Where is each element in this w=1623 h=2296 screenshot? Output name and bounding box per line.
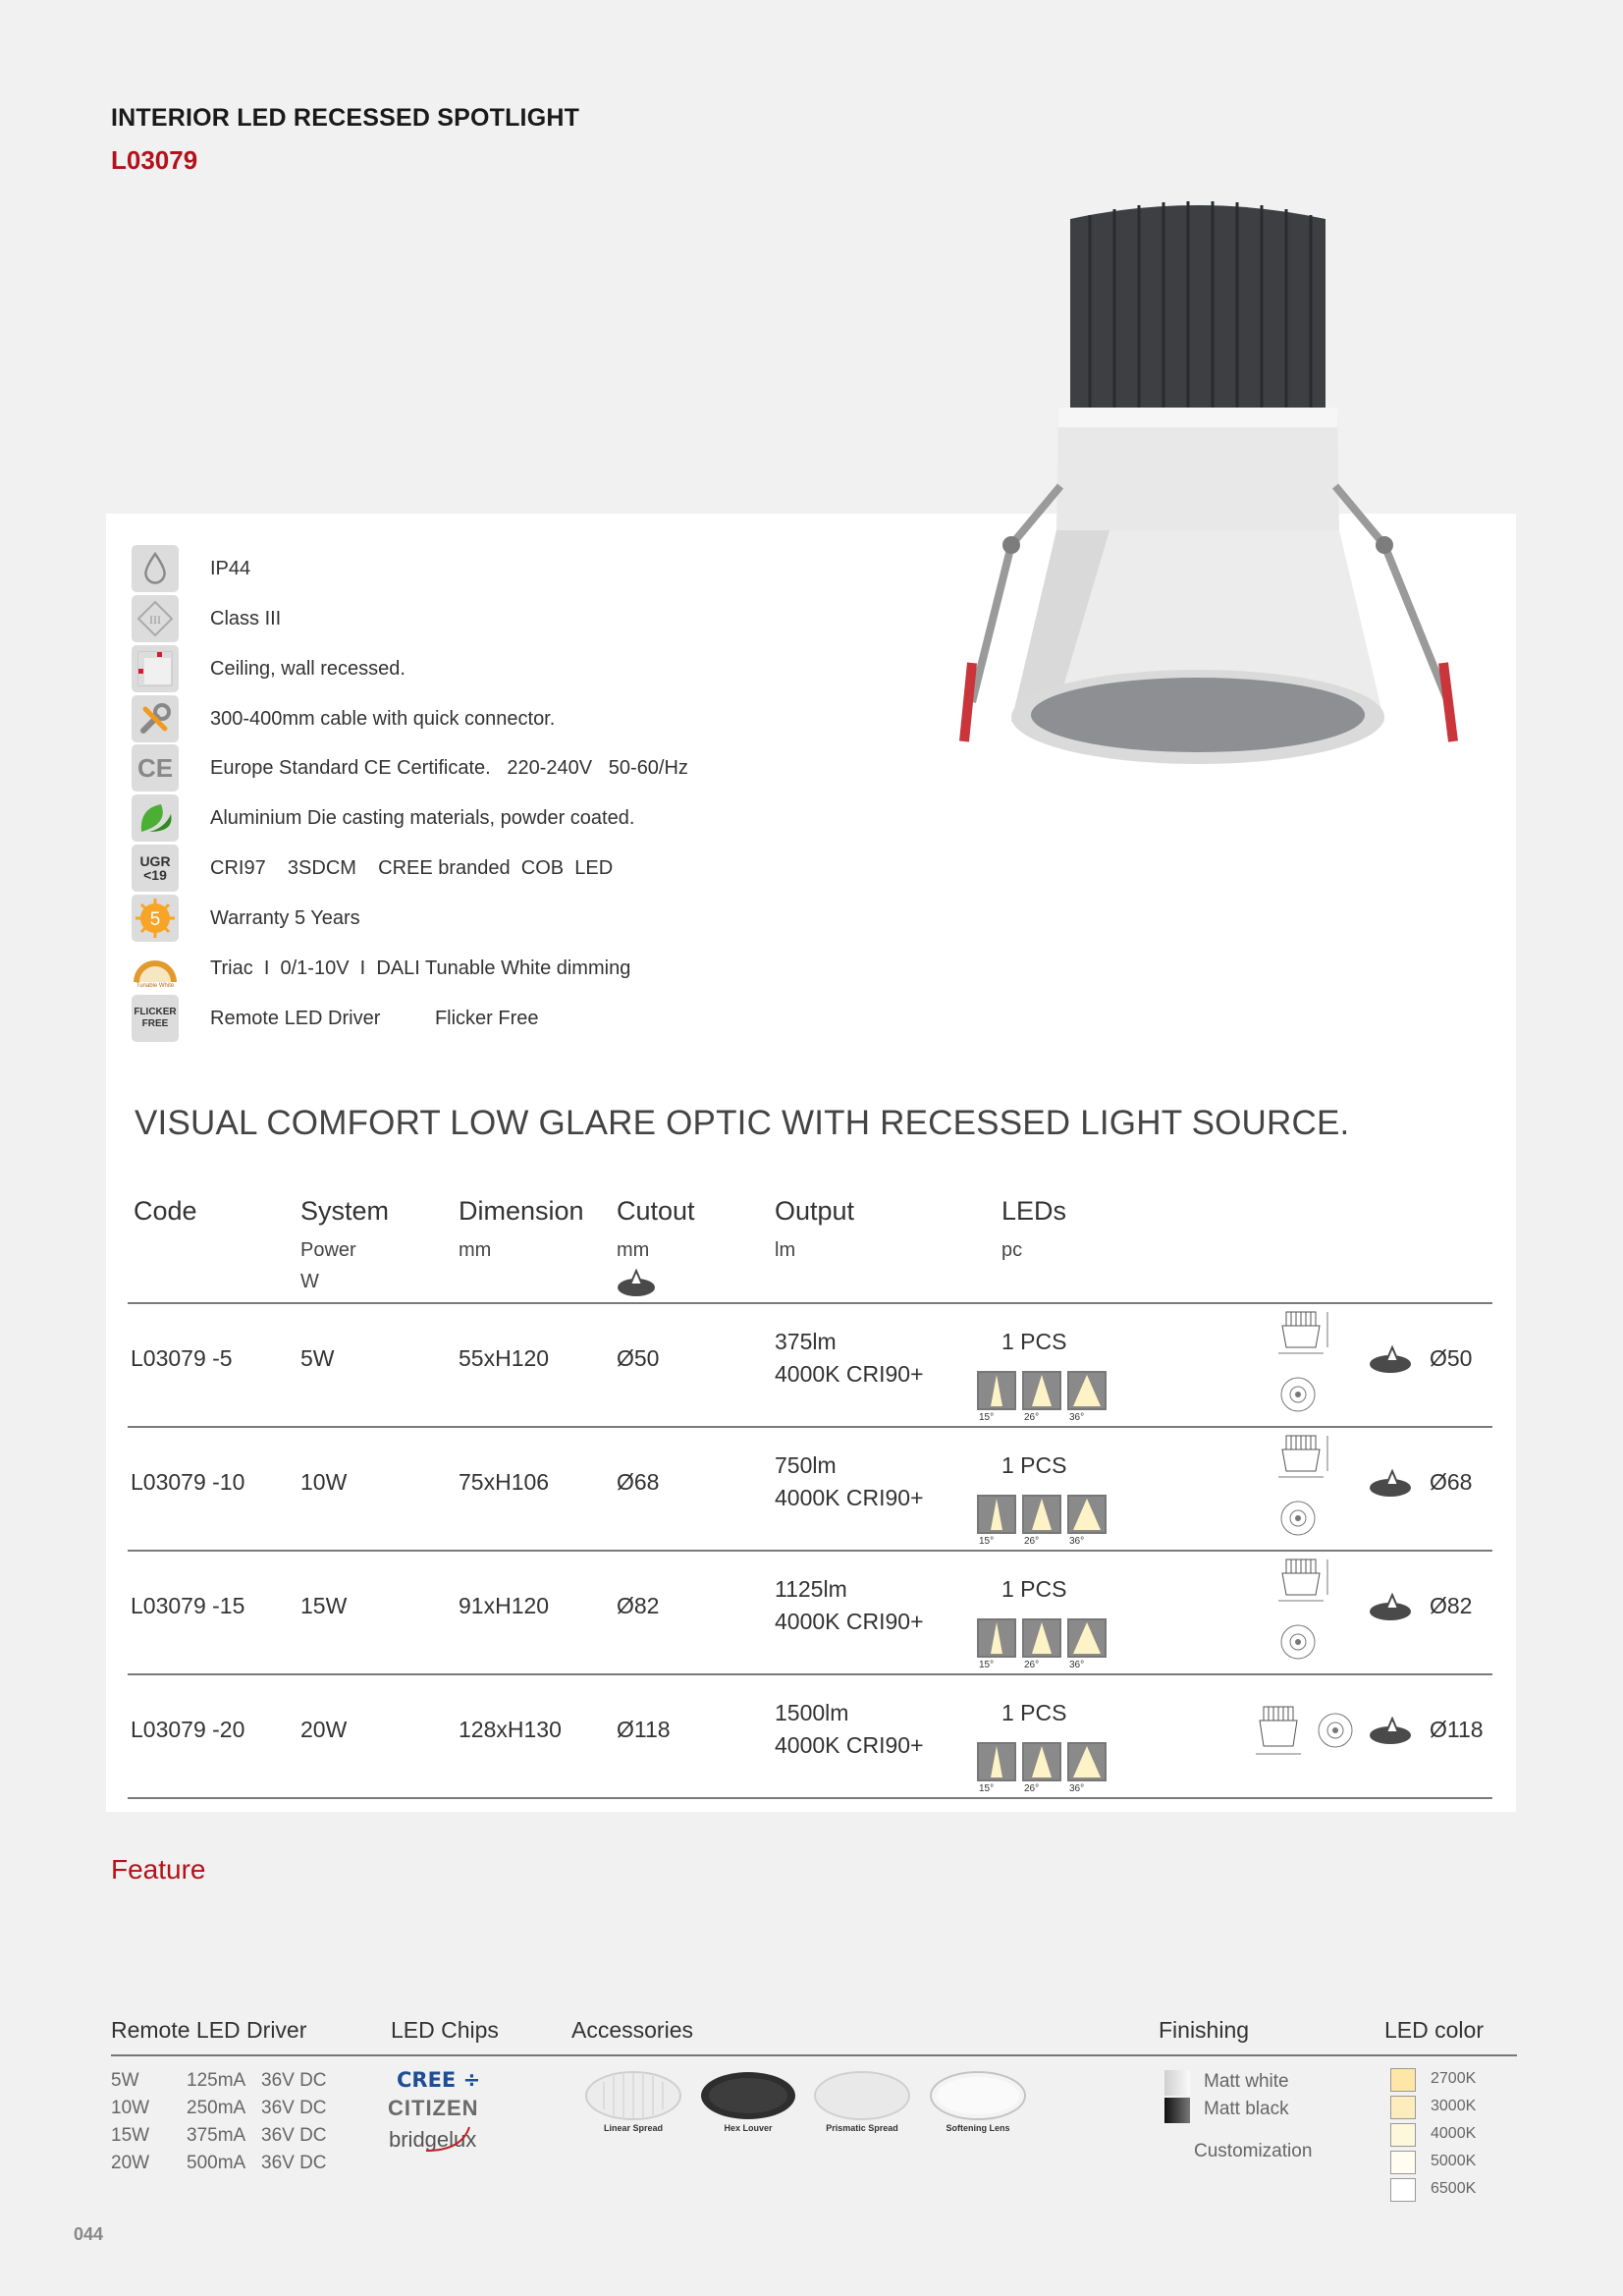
- feature-text: Europe Standard CE Certificate. 220-240V 50-60/Hz: [210, 756, 688, 779]
- led-color-swatch: [1390, 2096, 1416, 2119]
- feature-text: IP44: [210, 557, 251, 579]
- led-color-label: 2700K: [1431, 2070, 1477, 2087]
- beam-angle-label: 36°: [1069, 1412, 1085, 1423]
- page-number: 044: [74, 2224, 104, 2244]
- row-cutout: Ø82: [617, 1593, 660, 1618]
- class-iii-icon: [132, 595, 179, 642]
- th-output-sub: lm: [775, 1239, 796, 1261]
- beam-angle-label: 36°: [1069, 1783, 1085, 1794]
- row-code: L03079 -20: [131, 1717, 245, 1742]
- feature-text: Remote LED Driver Flicker Free: [210, 1007, 539, 1029]
- ce-icon: CE: [132, 744, 179, 792]
- row-code: L03079 -5: [131, 1345, 233, 1371]
- accessory-label-prismatic: Prismatic Spread: [826, 2123, 898, 2133]
- row-leds: 1 PCS: [1001, 1700, 1067, 1725]
- row-power: 10W: [300, 1469, 348, 1495]
- color-header: LED color: [1384, 2017, 1484, 2043]
- th-system: System: [300, 1196, 390, 1226]
- beam-angle-label: 36°: [1069, 1660, 1085, 1670]
- th-cutout-sub: mm: [617, 1239, 650, 1261]
- feature-text: 300-400mm cable with quick connector.: [210, 707, 556, 730]
- beam-angle-icon: [1022, 1618, 1061, 1658]
- cutout-icon: [617, 1269, 658, 1298]
- feature-item: [132, 794, 634, 842]
- beam-angle-label: 15°: [979, 1783, 995, 1794]
- bridgelux-swoosh: [422, 2121, 477, 2155]
- beam-angle-icon: [1067, 1495, 1107, 1534]
- led-color-swatch: [1390, 2068, 1416, 2092]
- feature-item: [132, 895, 360, 942]
- row-output: 1125lm: [775, 1576, 847, 1602]
- dimension-drawing: [1274, 1306, 1333, 1419]
- cutout-icon: [1369, 1345, 1414, 1380]
- swatch-matt-black: [1164, 2098, 1190, 2123]
- product-code: L03079: [111, 145, 198, 175]
- row-divider: [128, 1797, 1492, 1799]
- beam-angle-icon: [1067, 1742, 1107, 1781]
- flicker-free-icon: FLICKER FREE: [132, 995, 179, 1042]
- accessories-header: Accessories: [571, 2017, 693, 2043]
- accessory-label-linear: Linear Spread: [603, 2123, 664, 2133]
- heatsink: [1070, 201, 1325, 412]
- driver-voltage: 36V DC: [261, 2098, 327, 2118]
- row-cutout: Ø50: [617, 1345, 660, 1371]
- cutout-icon: [1369, 1469, 1414, 1503]
- tunable-white-icon: [132, 945, 179, 992]
- row-cutout: Ø68: [617, 1469, 660, 1495]
- row-power: 15W: [300, 1593, 348, 1618]
- bottom-divider: [111, 2054, 1517, 2056]
- finishing-header: Finishing: [1159, 2017, 1250, 2043]
- row-power: 5W: [300, 1345, 335, 1371]
- bridgelux-logo: bridgelux: [389, 2127, 477, 2152]
- row-leds: 1 PCS: [1001, 1329, 1067, 1354]
- feature-item: [132, 744, 688, 792]
- beam-angle-icon: [1022, 1371, 1061, 1410]
- feature-item: [132, 995, 539, 1042]
- feature-item: [132, 845, 613, 892]
- row-output: 375lm: [775, 1329, 837, 1354]
- row-leds: 1 PCS: [1001, 1452, 1067, 1478]
- accessory-label-hex: Hex Louver: [724, 2123, 773, 2133]
- customization-label: Customization: [1194, 2141, 1313, 2161]
- driver-current: 125mA: [187, 2070, 246, 2091]
- beam-angle-label: 15°: [979, 1412, 995, 1423]
- th-leds-sub: pc: [1001, 1239, 1023, 1261]
- driver-current: 375mA: [187, 2125, 246, 2146]
- accessory-prismatic-spread: [813, 2070, 911, 2121]
- beam-angle-icon: [1067, 1618, 1107, 1658]
- beam-angle-icon: [1022, 1742, 1061, 1781]
- dimension-drawing: [1274, 1430, 1333, 1543]
- driver-current: 250mA: [187, 2098, 246, 2118]
- row-cct: 4000K CRI90+: [775, 1609, 924, 1634]
- row-cct: 4000K CRI90+: [775, 1485, 924, 1510]
- feature-item: [132, 645, 406, 692]
- driver-voltage: 36V DC: [261, 2070, 327, 2091]
- led-color-label: 5000K: [1431, 2153, 1477, 2169]
- driver-voltage: 36V DC: [261, 2125, 327, 2146]
- svg-text:III: III: [149, 613, 161, 627]
- feature-item: [132, 695, 555, 742]
- beam-angle-label: 15°: [979, 1660, 995, 1670]
- feature-text: Aluminium Die casting materials, powder coated.: [210, 806, 635, 829]
- swatch-matt-white: [1164, 2070, 1190, 2096]
- driver-power: 5W: [111, 2070, 139, 2091]
- citizen-logo: CITIZEN: [388, 2096, 479, 2120]
- beam-angle-label: 26°: [1024, 1412, 1040, 1423]
- accessory-softening-lens: [929, 2070, 1027, 2121]
- row-cutout-side: Ø50: [1430, 1345, 1473, 1371]
- feature-text: Class III: [210, 607, 282, 629]
- led-color-label: 4000K: [1431, 2125, 1477, 2142]
- svg-text:5: 5: [149, 909, 161, 930]
- driver-voltage: 36V DC: [261, 2153, 327, 2173]
- beam-angle-label: 36°: [1069, 1536, 1085, 1547]
- driver-current: 500mA: [187, 2153, 246, 2173]
- feature-item: [132, 945, 630, 992]
- feature-item: [132, 545, 250, 592]
- th-dimension-sub: mm: [459, 1239, 492, 1261]
- driver-power: 20W: [111, 2153, 150, 2173]
- headline: VISUAL COMFORT LOW GLARE OPTIC WITH RECESSED LIGHT SOURCE.: [135, 1104, 1350, 1142]
- driver-power: 15W: [111, 2125, 150, 2146]
- dimension-drawing: [1252, 1701, 1360, 1784]
- feature-text: Triac I 0/1-10V I DALI Tunable White dimming: [210, 957, 631, 979]
- beam-angle-icon: [977, 1742, 1016, 1781]
- dimension-drawing: [1274, 1554, 1333, 1667]
- accessory-hex-louver: [699, 2070, 797, 2121]
- chips-header: LED Chips: [391, 2017, 499, 2043]
- row-cutout: Ø118: [617, 1717, 671, 1742]
- th-output: Output: [775, 1196, 855, 1226]
- feature-text: Ceiling, wall recessed.: [210, 657, 406, 680]
- row-dimension: 75xH106: [459, 1469, 550, 1495]
- cutout-icon: [1369, 1593, 1414, 1627]
- droplet-icon: [132, 545, 179, 592]
- led-color-label: 3000K: [1431, 2098, 1477, 2114]
- driver-header: Remote LED Driver: [111, 2017, 307, 2043]
- finish-matt-white: Matt white: [1204, 2071, 1289, 2092]
- th-system-sub2: W: [300, 1271, 319, 1292]
- row-code: L03079 -15: [131, 1593, 245, 1618]
- product-image: [952, 191, 1502, 820]
- row-output: 750lm: [775, 1452, 837, 1478]
- led-color-label: 6500K: [1431, 2180, 1477, 2197]
- th-dimension: Dimension: [459, 1196, 584, 1226]
- beam-angle-label: 26°: [1024, 1783, 1040, 1794]
- row-leds: 1 PCS: [1001, 1576, 1067, 1602]
- feature-text: CRI97 3SDCM CREE branded COB LED: [210, 856, 614, 879]
- beam-angle-label: 26°: [1024, 1660, 1040, 1670]
- th-system-sub: Power: [300, 1239, 356, 1261]
- feature-item: [132, 595, 281, 642]
- feature-text: Warranty 5 Years: [210, 906, 360, 929]
- row-cct: 4000K CRI90+: [775, 1361, 924, 1387]
- feature-title: Feature: [111, 1854, 206, 1885]
- led-color-swatch: [1390, 2123, 1416, 2147]
- th-code: Code: [134, 1196, 197, 1226]
- row-dimension: 128xH130: [459, 1717, 562, 1742]
- beam-angle-icon: [977, 1495, 1016, 1534]
- driver-power: 10W: [111, 2098, 150, 2118]
- ugr-icon: UGR <19: [132, 845, 179, 892]
- led-color-swatch: [1390, 2151, 1416, 2174]
- row-code: L03079 -10: [131, 1469, 245, 1495]
- row-power: 20W: [300, 1717, 348, 1742]
- beam-angle-label: 15°: [979, 1536, 995, 1547]
- row-cutout-side: Ø118: [1430, 1717, 1484, 1742]
- row-dimension: 91xH120: [459, 1593, 550, 1618]
- row-divider: [128, 1673, 1492, 1675]
- beam-angle-icon: [977, 1371, 1016, 1410]
- beam-angle-label: 26°: [1024, 1536, 1040, 1547]
- row-cct: 4000K CRI90+: [775, 1732, 924, 1758]
- beam-angle-icon: [1022, 1495, 1061, 1534]
- row-dimension: 55xH120: [459, 1345, 550, 1371]
- cree-logo: CREE ÷: [397, 2068, 481, 2092]
- beam-angle-icon: [977, 1618, 1016, 1658]
- row-cutout-side: Ø82: [1430, 1593, 1473, 1618]
- tools-icon: [132, 695, 179, 742]
- svg-text:Tunable White: Tunable White: [135, 983, 175, 988]
- accessory-linear-spread: [584, 2070, 682, 2121]
- row-output: 1500lm: [775, 1700, 849, 1725]
- beam-angle-icon: [1067, 1371, 1107, 1410]
- finish-matt-black: Matt black: [1204, 2099, 1289, 2119]
- th-cutout: Cutout: [617, 1196, 695, 1226]
- warranty-icon: [132, 895, 179, 942]
- row-divider: [128, 1426, 1492, 1428]
- cutout-icon: [1369, 1717, 1414, 1751]
- led-color-swatch: [1390, 2178, 1416, 2202]
- th-leds: LEDs: [1001, 1196, 1067, 1226]
- recessed-icon: [132, 645, 179, 692]
- leaf-icon: [132, 794, 179, 842]
- accessory-label-softening: Softening Lens: [946, 2123, 1010, 2133]
- product-title: INTERIOR LED RECESSED SPOTLIGHT: [111, 104, 580, 132]
- table-header-line: [128, 1302, 1492, 1304]
- row-cutout-side: Ø68: [1430, 1469, 1473, 1495]
- row-divider: [128, 1550, 1492, 1552]
